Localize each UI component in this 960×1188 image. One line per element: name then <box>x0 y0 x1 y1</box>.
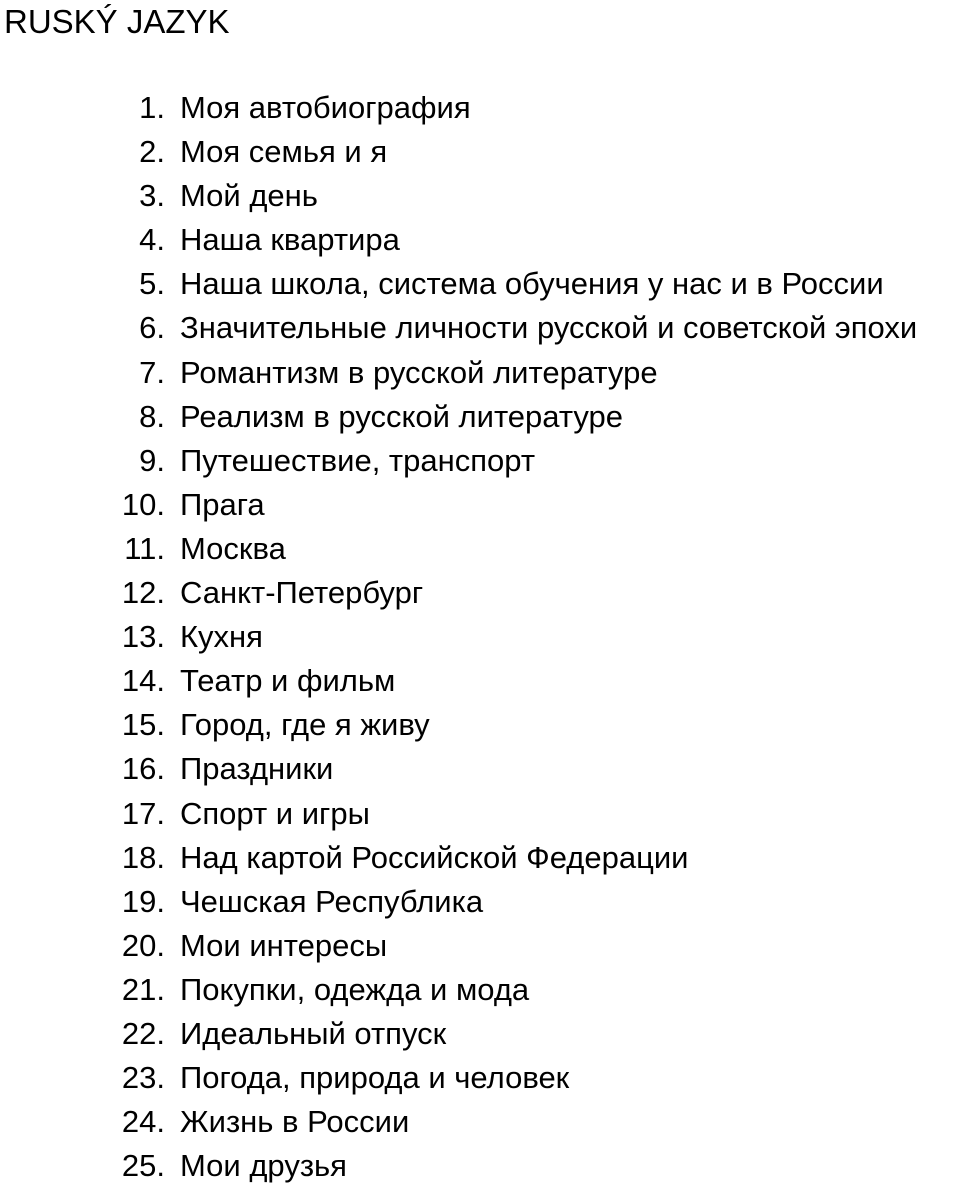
item-number: 25. <box>121 1148 165 1184</box>
list-item <box>0 659 960 703</box>
item-number: 3. <box>139 178 165 214</box>
item-number: 24. <box>121 1104 165 1140</box>
list-item <box>0 615 960 659</box>
item-number: 2. <box>139 134 165 170</box>
item-number: 4. <box>139 222 165 258</box>
item-text: Идеальный отпуск <box>180 1015 447 1051</box>
list-item <box>0 703 960 747</box>
list-item <box>0 218 960 262</box>
item-number: 12. <box>121 575 165 611</box>
item-text: Санкт-Петербург <box>180 575 424 611</box>
item-text: Мои друзья <box>180 1148 347 1184</box>
item-number: 15. <box>121 707 165 743</box>
list-item <box>0 527 960 571</box>
item-number: 16. <box>121 751 165 787</box>
item-number: 22. <box>121 1015 165 1051</box>
item-number: 20. <box>121 927 165 963</box>
item-text: Прага <box>180 486 265 522</box>
list-item <box>0 924 960 968</box>
list-item <box>0 262 960 306</box>
list-item <box>0 86 960 130</box>
item-number: 10. <box>121 486 165 522</box>
page-title: RUSKÝ JAZYK <box>4 3 230 40</box>
list-item <box>0 1012 960 1056</box>
item-text: Наша школа, система обучения у нас и в России <box>180 266 884 302</box>
item-text: Кухня <box>180 619 263 655</box>
item-number: 5. <box>139 266 165 302</box>
item-text: Чешская Республика <box>180 883 484 919</box>
list-item <box>0 306 960 350</box>
item-number: 18. <box>121 839 165 875</box>
item-number: 7. <box>139 354 165 390</box>
item-number: 1. <box>139 90 165 125</box>
item-number: 6. <box>139 310 165 346</box>
list-item <box>0 483 960 527</box>
item-text: Праздники <box>180 751 334 787</box>
list-item <box>0 174 960 218</box>
item-text: Москва <box>180 530 286 566</box>
item-number: 11. <box>124 530 165 566</box>
item-text: Жизнь в России <box>180 1104 410 1140</box>
list-item <box>0 130 960 174</box>
list-item <box>0 747 960 791</box>
item-text: Спорт и игры <box>180 795 370 831</box>
item-number: 17. <box>121 795 165 831</box>
item-number: 8. <box>139 398 165 434</box>
list-item <box>0 571 960 615</box>
item-number: 13. <box>121 619 165 655</box>
item-text: Мои интересы <box>180 927 388 963</box>
item-number: 21. <box>121 971 165 1007</box>
item-text: Мой день <box>180 178 318 214</box>
item-text: Моя автобиография <box>180 90 471 125</box>
item-text: Покупки, одежда и мода <box>180 971 530 1007</box>
list-item <box>0 836 960 880</box>
list-item <box>0 351 960 395</box>
list-item <box>0 1144 960 1188</box>
list-item <box>0 792 960 836</box>
item-text: Значительные личности русской и советской эпохи <box>180 310 918 346</box>
item-text: Театр и фильм <box>180 663 396 699</box>
topic-list <box>0 86 960 1188</box>
item-text: Моя семья и я <box>180 134 388 170</box>
item-number: 14. <box>121 663 165 699</box>
list-item <box>0 880 960 924</box>
list-item <box>0 1056 960 1100</box>
item-text: Романтизм в русской литературе <box>180 354 658 390</box>
item-text: Над картой Российской Федерации <box>180 839 689 875</box>
list-item <box>0 395 960 439</box>
item-number: 19. <box>121 883 165 919</box>
list-item <box>0 1100 960 1144</box>
list-item <box>0 968 960 1012</box>
item-text: Путешествие, транспорт <box>180 442 536 478</box>
item-number: 9. <box>139 442 165 478</box>
list-item <box>0 439 960 483</box>
item-text: Город, где я живу <box>180 707 430 743</box>
item-text: Погода, природа и человек <box>180 1060 570 1096</box>
item-number: 23. <box>121 1060 165 1096</box>
item-text: Реализм в русской литературе <box>180 398 624 434</box>
item-text: Наша квартира <box>180 222 400 258</box>
